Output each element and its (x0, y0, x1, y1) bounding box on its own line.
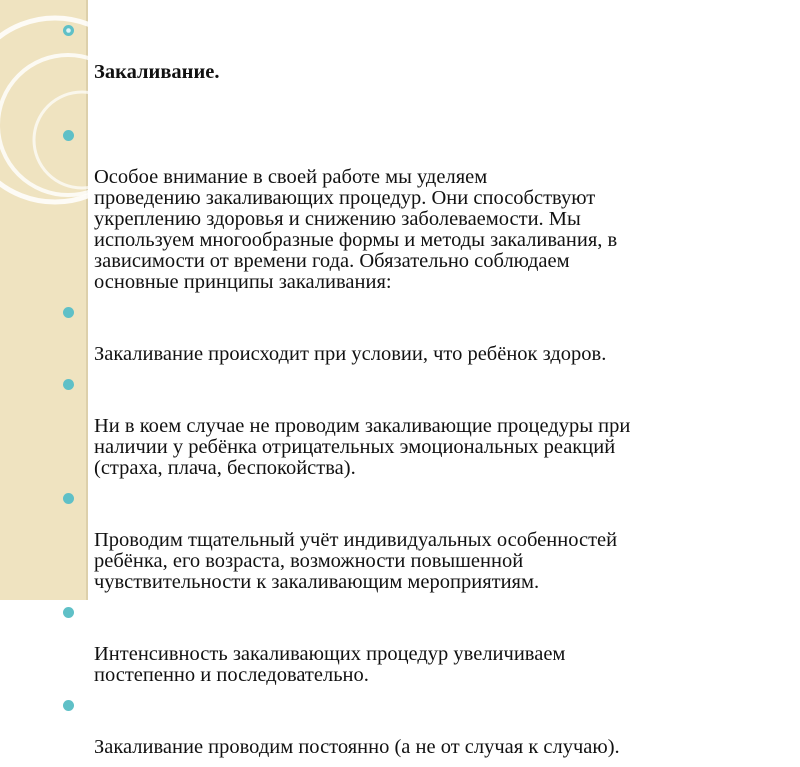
bullet-list (62, 20, 782, 767)
teal-circle-bullet-icon (62, 606, 75, 619)
list-item-rule (62, 488, 782, 593)
teal-circle-bullet-icon (62, 378, 75, 391)
list-item-rule (62, 602, 782, 686)
rule-text: Закаливание происходит при условии, что ребёнок здоров. (94, 343, 607, 365)
intro-text: Особое внимание в своей работе мы уделяем проведению закаливающих процедур. Они способствуют укреплению здоровья и снижению заболеваемости. Мы используем многообразные формы и методы закаливания, в зависимости от времени года. Обязательно соблюдаем основные принципы закаливания: (94, 166, 618, 293)
rule-text: Ни в коем случае не проводим закаливающие процедуры при наличии у ребёнка отрицательных эмоциональных реакций (страха, плача, беспокойства). (94, 415, 631, 479)
list-item-rule (62, 374, 782, 479)
rule-text: Проводим тщательный учёт индивидуальных особенностей ребёнка, его возраста, возможности повышенной чувствительности к закаливающим мероприятиям. (94, 529, 618, 593)
list-item-rule (62, 302, 782, 365)
rule-text: Интенсивность закаливающих процедур увеличиваем постепенно и последовательно. (94, 643, 566, 686)
slide-title: Закаливание. (94, 61, 220, 83)
list-item-title (62, 20, 782, 83)
list-item-intro (62, 125, 782, 293)
list-item-rule (62, 695, 782, 758)
teal-circle-bullet-icon (62, 492, 75, 505)
teal-circle-bullet-icon (62, 306, 75, 319)
teal-circle-bullet-icon (62, 129, 75, 142)
teal-circle-bullet-icon (62, 699, 75, 712)
rule-text: Закаливание проводим постоянно (а не от случая к случаю). (94, 736, 620, 758)
teal-circle-bullet-icon (62, 24, 75, 37)
